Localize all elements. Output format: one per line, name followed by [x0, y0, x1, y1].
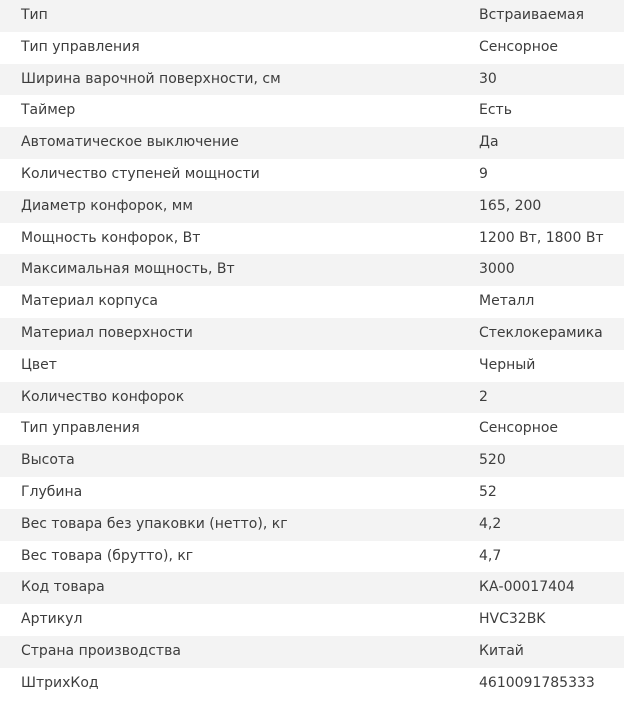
spec-value: КА-00017404 [479, 579, 575, 596]
spec-value: Встраиваемая [479, 7, 585, 23]
spec-value: Сенсорное [479, 38, 559, 55]
spec-label: Код товара [21, 579, 105, 596]
spec-label: Количество конфорок [21, 388, 185, 405]
spec-row [0, 191, 624, 223]
spec-label: Тип управления [21, 420, 140, 437]
spec-value: Стеклокерамика [479, 324, 603, 341]
spec-row [0, 668, 624, 700]
spec-label: Глубина [21, 483, 83, 500]
spec-row [0, 350, 624, 382]
spec-row [0, 477, 624, 509]
spec-row [0, 413, 624, 445]
spec-label: Артикул [21, 611, 83, 628]
spec-label: Ширина варочной поверхности, см [21, 70, 281, 87]
spec-label: Количество ступеней мощности [21, 165, 260, 182]
spec-row [0, 445, 624, 477]
spec-label: Вес товара (брутто), кг [21, 547, 194, 564]
spec-row [0, 382, 624, 414]
spec-row [0, 159, 624, 191]
spec-value: HVC32BK [479, 611, 546, 628]
spec-value: 2 [479, 388, 488, 405]
spec-value: 3000 [479, 261, 515, 278]
spec-value: 1200 Вт, 1800 Вт [479, 229, 604, 246]
spec-label: Материал поверхности [21, 324, 193, 341]
spec-row [0, 318, 624, 350]
spec-value: Китай [479, 642, 524, 659]
spec-label: Таймер [21, 102, 76, 119]
spec-value: 4,2 [479, 515, 502, 532]
spec-label: Тип [21, 7, 48, 23]
spec-row [0, 32, 624, 64]
spec-row [0, 541, 624, 573]
spec-label: Автоматическое выключение [21, 134, 239, 151]
spec-value: 4610091785333 [479, 674, 595, 691]
spec-value: Черный [479, 356, 536, 373]
spec-value: Металл [479, 293, 535, 310]
spec-row [0, 254, 624, 286]
spec-value: 4,7 [479, 547, 502, 564]
spec-row [0, 223, 624, 255]
spec-row [0, 636, 624, 668]
spec-value: 520 [479, 452, 506, 469]
spec-value: 30 [479, 70, 497, 87]
spec-label: Страна производства [21, 642, 181, 659]
spec-value: Да [479, 134, 499, 151]
spec-row [0, 604, 624, 636]
spec-value: 52 [479, 483, 497, 500]
spec-row [0, 127, 624, 159]
spec-label: Тип управления [21, 38, 140, 55]
spec-value: 9 [479, 165, 488, 182]
spec-label: Материал корпуса [21, 293, 159, 310]
spec-label: Высота [21, 452, 75, 469]
spec-label: Вес товара без упаковки (нетто), кг [21, 515, 288, 532]
spec-row [0, 509, 624, 541]
spec-value: 165, 200 [479, 197, 542, 214]
spec-label: Мощность конфорок, Вт [21, 229, 201, 246]
spec-row [0, 0, 624, 32]
spec-value: Сенсорное [479, 420, 559, 437]
spec-value: Есть [479, 102, 512, 119]
spec-row [0, 286, 624, 318]
spec-label: ШтрихКод [21, 674, 99, 691]
spec-label: Цвет [21, 356, 57, 373]
spec-row [0, 572, 624, 604]
spec-row [0, 95, 624, 127]
spec-label: Максимальная мощность, Вт [21, 261, 235, 278]
spec-row [0, 64, 624, 96]
spec-label: Диаметр конфорок, мм [21, 197, 193, 214]
